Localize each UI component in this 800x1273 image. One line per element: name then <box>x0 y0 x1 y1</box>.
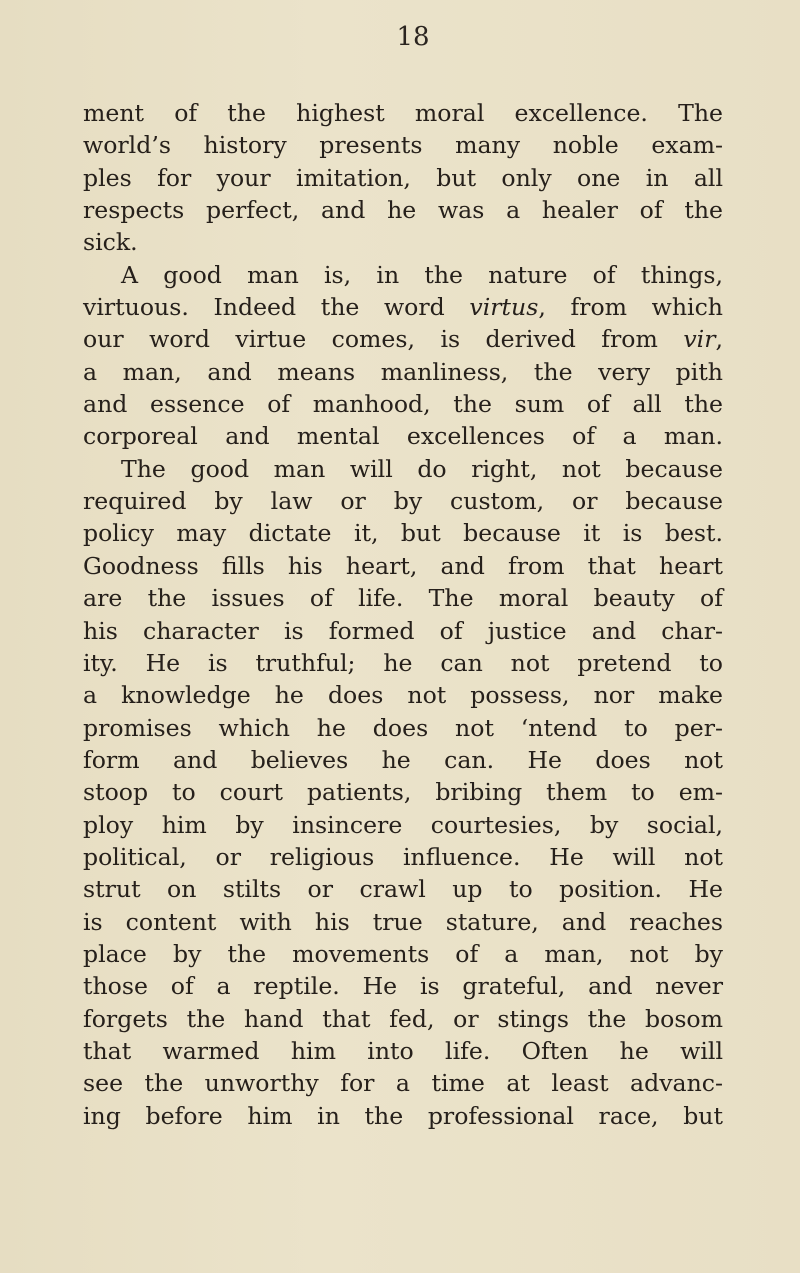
text-line: respects perfect, and he was a healer of the <box>83 196 723 225</box>
page-number: 18 <box>396 22 430 52</box>
text-line: see the unworthy for a time at least advanc- <box>83 1069 723 1098</box>
text-line: sick. <box>83 228 138 257</box>
text-line: his character is formed of justice and char- <box>83 616 723 645</box>
text-span: our word virtue comes, is derived from <box>83 325 684 354</box>
text-line: is content with his true stature, and reaches <box>83 907 723 936</box>
text-line: promises which he does not ‘ntend to per- <box>83 713 723 742</box>
text-line: that warmed him into life. Often he will <box>83 1036 723 1065</box>
text-line: ing before him in the professional race, but <box>83 1101 723 1130</box>
text-span: , <box>715 325 723 354</box>
text-span: , from which <box>538 293 723 322</box>
text-line <box>83 323 723 355</box>
text-line: Goodness fills his heart, and from that heart <box>83 551 723 580</box>
italic-word: vir <box>683 325 716 354</box>
text-line: stoop to court patients, bribing them to em- <box>83 778 723 807</box>
italic-word: virtus <box>469 293 539 322</box>
text-line: those of a reptile. He is grateful, and never <box>83 972 723 1001</box>
text-line: policy may dictate it, but because it is best. <box>83 519 723 548</box>
text-line: strut on stilts or crawl up to position. He <box>83 875 723 904</box>
body-text <box>83 97 723 1132</box>
text-line: political, or religious influence. He will not <box>83 842 723 871</box>
text-line: The good man will do right, not because <box>121 454 723 483</box>
text-line <box>83 356 723 388</box>
text-line: a knowledge he does not possess, nor make <box>83 681 723 710</box>
text-line: corporeal and mental excellences of a man. <box>83 422 723 451</box>
text-line: world’s history presents many noble exam- <box>83 131 723 160</box>
text-line: ment of the highest moral excellence. The <box>83 99 723 127</box>
text-line: A good man is, in the nature of things, <box>121 260 723 289</box>
text-line: ples for your imitation, but only one in all <box>83 163 723 192</box>
text-line <box>83 291 723 323</box>
text-span: a man, and means manliness, the very pith <box>83 357 723 386</box>
text-line: ploy him by insincere courtesies, by social, <box>83 810 723 839</box>
text-line: form and believes he can. He does not <box>83 745 723 774</box>
text-line: are the issues of life. The moral beauty of <box>83 584 723 613</box>
text-line: required by law or by custom, or because <box>83 487 723 516</box>
text-line: ity. He is truthful; he can not pretend to <box>83 648 723 677</box>
text-line: place by the movements of a man, not by <box>83 939 723 968</box>
text-span: virtuous. Indeed the word <box>83 293 470 322</box>
text-line: and essence of manhood, the sum of all the <box>83 390 723 419</box>
text-line: forgets the hand that fed, or stings the bosom <box>83 1004 723 1033</box>
